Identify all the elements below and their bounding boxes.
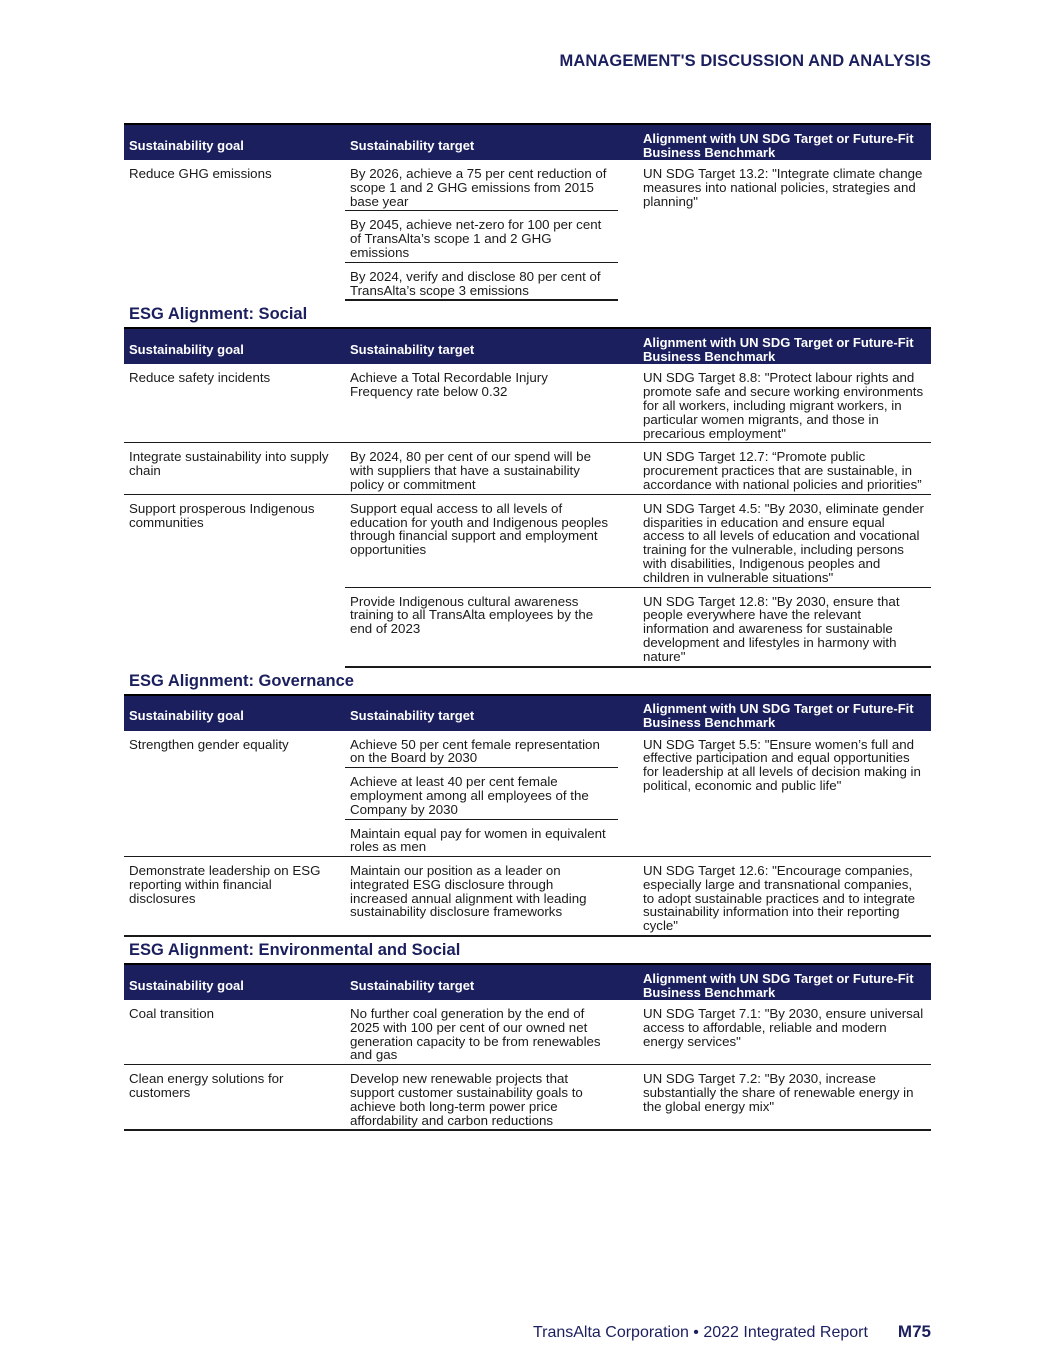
column-header-goal: Sustainability goal <box>124 964 345 1000</box>
goal-cell: Reduce safety incidents <box>129 370 271 386</box>
target-cell: Support equal access to all levels of education for youth and Indigenous peoples through financial support and employment opportunities <box>345 494 618 587</box>
alignment-cell: UN SDG Target 12.6: "Encourage companies, especially large and transnational companies, to adopt sustainable practices and to integrate sustainability information into their reporting cycle" <box>638 857 931 936</box>
target-cell: Achieve a Total Recordable Injury Frequency rate below 0.32 <box>350 370 548 400</box>
column-header-goal: Sustainability goal <box>124 328 345 364</box>
table-row <box>124 1065 931 1131</box>
alignment-cell: UN SDG Target 13.2: "Integrate climate change measures into national policies, strategies and planning" <box>643 166 923 209</box>
alignment-cell: UN SDG Target 12.8: "By 2030, ensure that people everywhere have the relevant information and awareness for sustainable development and lifestyles in harmony with nature" <box>638 587 931 666</box>
target-cell: Provide Indigenous cultural awareness training to all TransAlta employees by the end of 2023 <box>345 587 618 666</box>
goal-cell: Integrate sustainability into supply chain <box>124 443 345 494</box>
column-header-goal: Sustainability goal <box>124 124 345 160</box>
goal-cell: Coal transition <box>129 1006 214 1022</box>
alignment-cell: UN SDG Target 7.2: "By 2030, increase substantially the share of renewable energy in the global energy mix" <box>638 1065 931 1131</box>
table-row <box>124 857 931 936</box>
target-cell: By 2026, achieve a 75 per cent reduction of scope 1 and 2 GHG emissions from 2015 base year <box>350 166 607 209</box>
column-header-target: Sustainability target <box>345 124 618 160</box>
section-title-environmental-social: ESG Alignment: Environmental and Social <box>129 941 461 960</box>
table-row <box>124 1000 931 1065</box>
alignment-cell: UN SDG Target 8.8: "Protect labour rights and promote safe and secure working environments for all workers, including migrant workers, in particular women migrants, and those in precarious employment" <box>643 370 924 441</box>
goal-cell: Strengthen gender equality <box>129 736 289 752</box>
target-cell: No further coal generation by the end of 2025 with 100 per cent of our owned net generation capacity to be from renewables and gas <box>350 1006 601 1063</box>
goal-cell: Demonstrate leadership on ESG reporting within financial disclosures <box>124 857 345 936</box>
goal-cell: Clean energy solutions for customers <box>124 1065 345 1131</box>
esg-alignment-content <box>124 123 931 1131</box>
esg-environmental-social-table <box>124 963 931 1131</box>
column-header-target: Sustainability target <box>345 964 618 1000</box>
target-cell: Maintain equal pay for women in equivalent roles as men <box>345 819 618 857</box>
section-title-social: ESG Alignment: Social <box>129 305 308 324</box>
esg-governance-table <box>124 694 931 938</box>
esg-environmental-table <box>124 123 931 301</box>
section-title-governance: ESG Alignment: Governance <box>129 671 354 690</box>
table-header-row <box>124 328 931 364</box>
footer-report-title: TransAlta Corporation • 2022 Integrated Report <box>532 1324 868 1341</box>
alignment-cell: UN SDG Target 12.7: “Promote public procurement practices that are sustainable, in accordance with national policies and priorities” <box>638 443 931 494</box>
column-header-target: Sustainability target <box>345 695 618 731</box>
page-header-title: MANAGEMENT'S DISCUSSION AND ANALYSIS <box>559 52 931 70</box>
target-cell: Maintain our position as a leader on integrated ESG disclosure through increased annual alignment with leading sustainability disclosure frameworks <box>345 857 618 936</box>
page-footer <box>533 1322 931 1342</box>
alignment-cell: UN SDG Target 5.5: "Ensure women’s full and effective participation and equal opportunities for leadership at all levels of decision making in political, economic and public life" <box>643 736 921 793</box>
alignment-cell: UN SDG Target 4.5: "By 2030, eliminate gender disparities in education and ensure equal access to all levels of education and vocational training for the vulnerable, including persons with disabilities, Indigenous peoples and children in vulnerable situations" <box>638 494 931 587</box>
column-header-target: Sustainability target <box>345 328 618 364</box>
table-header-row <box>124 964 931 1000</box>
page-number: M75 <box>897 1322 931 1341</box>
column-header-alignment: Alignment with UN SDG Target or Future-Fit Business Benchmark <box>638 328 931 364</box>
target-cell: By 2024, verify and disclose 80 per cent of TransAlta’s scope 3 emissions <box>345 262 618 300</box>
goal-cell: Support prosperous Indigenous communities <box>124 494 345 666</box>
table-header-row <box>124 124 931 160</box>
table-row <box>124 443 931 494</box>
alignment-cell: UN SDG Target 7.1: "By 2030, ensure universal access to affordable, reliable and modern energy services" <box>643 1006 924 1049</box>
column-header-goal: Sustainability goal <box>124 695 345 731</box>
column-header-alignment: Alignment with UN SDG Target or Future-Fit Business Benchmark <box>638 124 931 160</box>
table-header-row <box>124 695 931 731</box>
column-header-alignment: Alignment with UN SDG Target or Future-Fit Business Benchmark <box>638 695 931 731</box>
target-cell: By 2045, achieve net-zero for 100 per cent of TransAlta’s scope 1 and 2 GHG emissions <box>345 211 618 262</box>
target-cell: Develop new renewable projects that support customer sustainability goals to achieve both long-term power price affordability and carbon reductions <box>345 1065 618 1131</box>
column-header-alignment: Alignment with UN SDG Target or Future-Fit Business Benchmark <box>638 964 931 1000</box>
target-cell: Achieve 50 per cent female representation on the Board by 2030 <box>350 736 600 766</box>
table-row <box>124 494 931 587</box>
goal-cell: Reduce GHG emissions <box>129 166 272 181</box>
table-row <box>124 731 931 768</box>
table-row <box>124 160 931 211</box>
target-cell: Achieve at least 40 per cent female employment among all employees of the Company by 2030 <box>345 768 618 819</box>
esg-social-table <box>124 327 931 667</box>
target-cell: By 2024, 80 per cent of our spend will be with suppliers that have a sustainability policy or commitment <box>345 443 618 494</box>
table-row <box>124 364 931 442</box>
